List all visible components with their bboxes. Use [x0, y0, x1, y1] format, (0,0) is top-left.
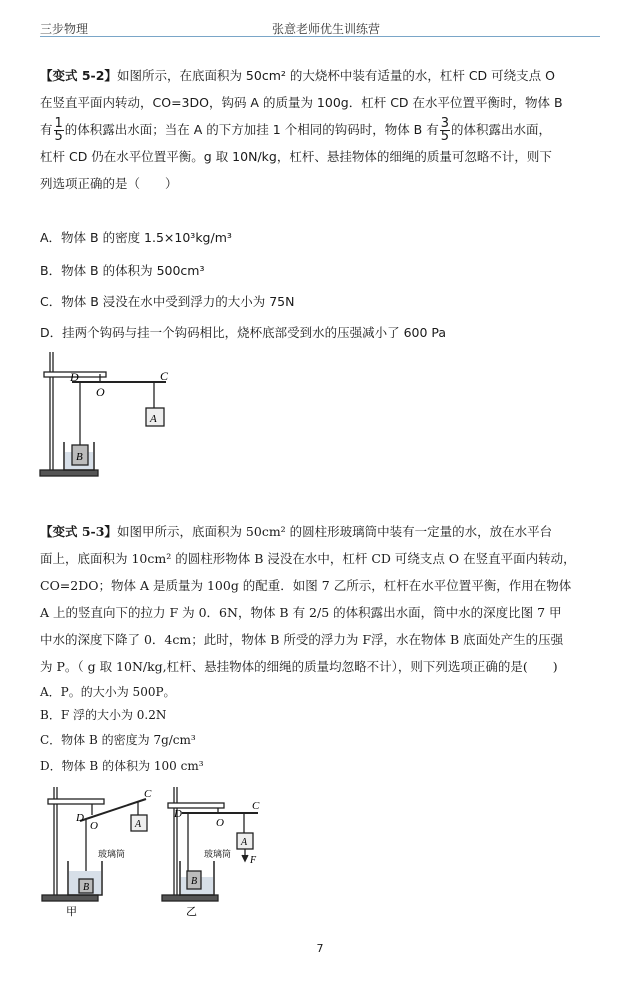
- q2-tag: 【变式 5-3】: [40, 524, 117, 539]
- svg-text:D: D: [76, 812, 84, 824]
- svg-text:D: D: [70, 370, 79, 384]
- q1-line2: 在竖直平面内转动，CO=3DO，钩码 A 的质量为 100g．杠杆 CD 在水平位置平衡时，物体 B: [40, 95, 563, 110]
- page-header: [40, 14, 600, 37]
- page-number: 7: [316, 942, 324, 955]
- svg-text:C: C: [160, 369, 169, 383]
- q1-line5: 列选项正确的是（ ）: [40, 176, 178, 191]
- q2-line3: CO=2DO；物体 A 是质量为 100g 的配重．如图 7 乙所示，杠杆在水平位置平衡，作用在物体: [40, 578, 572, 593]
- svg-text:F: F: [250, 855, 257, 866]
- q2-line6: 为 P。（ g 取 10N/kg,杠杆、悬挂物体的细绳的质量均忽略不计），则下列选项正确的是( ): [40, 659, 558, 674]
- svg-text:B: B: [76, 451, 83, 463]
- svg-text:A: A: [150, 413, 157, 425]
- q2-line1: 【变式 5-3】如图甲所示，底面积为 50cm² 的圆柱形玻璃筒中装有一定量的水，放在水平台: [40, 524, 553, 539]
- svg-text:C: C: [252, 800, 260, 812]
- fraction-3-5: $\frac{3}{5}$: [440, 116, 449, 144]
- q2-figure-jia: [40, 783, 160, 923]
- svg-text:D: D: [174, 808, 182, 820]
- q1-option-a: A．物体 B 的密度 1.5×10³kg/m³: [40, 230, 232, 245]
- q2-line5: 中水的深度下降了 0．4cm；此时，物体 B 所受的浮力为 F浮，水在物体 B 底面处产生的压强: [40, 632, 564, 647]
- q2-line4: A 上的竖直向下的拉力 F 为 0．6N，物体 B 有 2/5 的体积露出水面，筒中水的深度比图 7 甲: [40, 605, 562, 620]
- header-left: 三步物理: [40, 22, 89, 36]
- q2-option-a: A．P。的大小为 500P。: [40, 685, 176, 699]
- q1-line4: 杠杆 CD 仍在水平位置平衡。g 取 10N/kg，杠杆、悬挂物体的细绳的质量可忽略不计，则下: [40, 149, 552, 164]
- svg-text:O: O: [90, 820, 98, 832]
- q2-option-d: D．物体 B 的体积为 100 cm³: [40, 759, 204, 773]
- svg-text:甲: 甲: [66, 906, 77, 918]
- q1-lever-figure: [38, 348, 188, 480]
- q2-option-b: B．F 浮的大小为 0.2N: [40, 708, 167, 722]
- svg-text:A: A: [135, 819, 142, 830]
- q1-option-c: C．物体 B 浸没在水中受到浮力的大小为 75N: [40, 294, 295, 309]
- svg-text:乙: 乙: [186, 906, 197, 918]
- fraction-1-5: $\frac{1}{5}$: [54, 116, 63, 144]
- header-title: 张意老师优生训练营: [272, 22, 381, 36]
- svg-text:A: A: [241, 837, 248, 848]
- q1-line1: 【变式 5-2】如图所示，在底面积为 50cm² 的大烧杯中装有适量的水，杠杆 CD 可绕支点 O: [40, 68, 555, 83]
- q2-figure-yi: [160, 783, 280, 923]
- svg-text:B: B: [191, 876, 198, 887]
- stand-base: [40, 470, 98, 476]
- q2-option-c: C．物体 B 的密度为 7g/cm³: [40, 733, 196, 747]
- q1-option-b: B．物体 B 的体积为 500cm³: [40, 263, 205, 278]
- q1-tag: 【变式 5-2】: [40, 68, 117, 83]
- svg-text:O: O: [96, 385, 105, 399]
- svg-text:C: C: [144, 788, 152, 800]
- q1-option-d: D．挂两个钩码与挂一个钩码相比，烧杯底部受到水的压强减小了 600 Pa: [40, 325, 447, 340]
- question-5-2: [40, 62, 600, 197]
- q1-line3: 有 $\frac{1}{5}$ 的体积露出水面；当在 A 的下方加挂 1 个相同的钩码时，物体 B 有 $\frac{3}{5}$ 的体积露出水面，: [40, 116, 552, 144]
- svg-text:B: B: [83, 882, 90, 893]
- svg-text:玻璃筒: 玻璃筒: [204, 849, 232, 859]
- question-5-3: [40, 518, 600, 680]
- q2-line2: 面上，底面积为 10cm² 的圆柱形物体 B 浸没在水中，杠杆 CD 可绕支点 O 在竖直平面内转动，: [40, 551, 576, 566]
- svg-text:玻璃筒: 玻璃筒: [98, 849, 126, 859]
- svg-text:O: O: [216, 817, 224, 829]
